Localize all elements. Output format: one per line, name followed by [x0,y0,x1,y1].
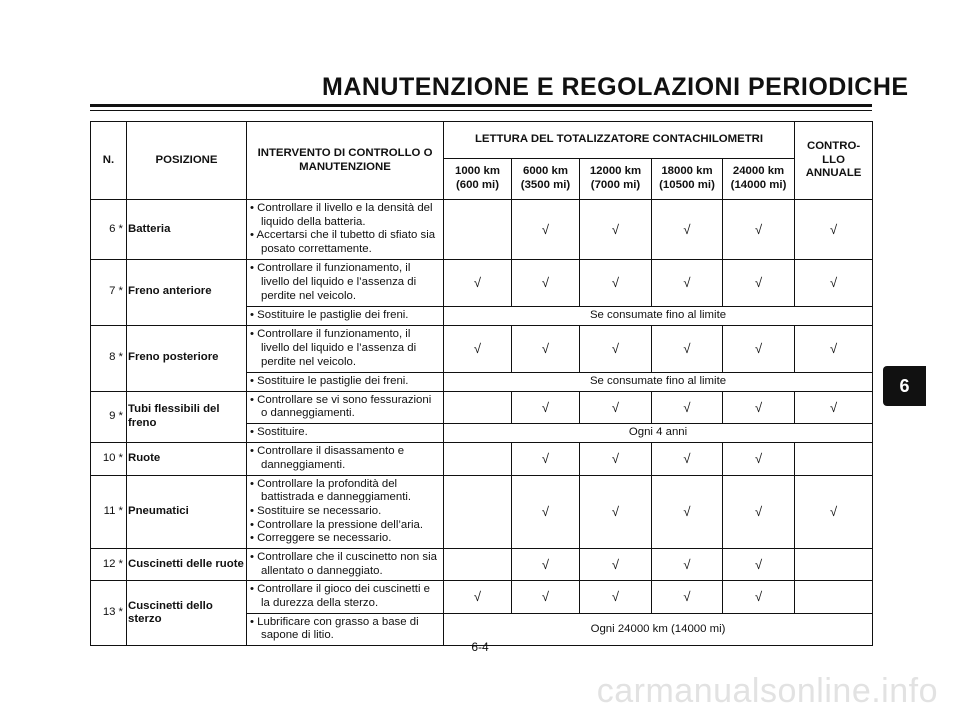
item-action: • Controllare se vi sono fessurazioni o danneggiamenti. [247,391,444,423]
check-mark: √ [652,475,723,548]
item-action: • Controllare il livello e la densità del liquido della batteria. • Accertarsi che il tubetto di sfiato sia posato correttamente. [247,200,444,260]
interval-note: Ogni 4 anni [444,424,873,443]
check-mark: √ [723,475,795,548]
check-mark: √ [652,391,723,423]
item-number: 11 [91,475,118,548]
check-mark: √ [723,200,795,260]
check-mark: √ [444,581,512,613]
check-mark: √ [795,391,873,423]
item-action: • Sostituire le pastiglie dei freni. [247,372,444,391]
table-row [91,200,873,260]
page-title: MANUTENZIONE E REGOLAZIONI PERIODICHE [322,73,909,101]
item-action: • Sostituire le pastiglie dei freni. [247,306,444,325]
item-position: Ruote [127,443,247,475]
item-star: * [118,391,127,442]
table-row [91,443,873,475]
item-position: Freno anteriore [127,259,247,325]
cell-empty [444,391,512,423]
check-mark: √ [512,259,580,306]
item-star: * [118,200,127,260]
watermark: carmanualsonline.info [596,672,938,710]
check-mark: √ [580,581,652,613]
header-action: INTERVENTO DI CONTROLLO O MANUTENZIONE [247,122,444,200]
check-mark: √ [652,581,723,613]
table-row [91,325,873,372]
item-action: • Sostituire. [247,424,444,443]
item-action: • Controllare il gioco dei cuscinetti e la durezza della sterzo. [247,581,444,613]
item-position: Cuscinetti delle ruote [127,548,247,580]
item-action: • Controllare il funzionamento, il livello del liquido e l’assenza di perdite nel veicolo. [247,259,444,306]
check-mark: √ [652,443,723,475]
item-action: • Controllare il funzionamento, il livello del liquido e l’assenza di perdite nel veicolo. [247,325,444,372]
cell-empty [795,443,873,475]
check-mark: √ [580,443,652,475]
check-mark: √ [795,200,873,260]
header-interval: 6000 km (3500 mi) [512,159,580,200]
header-position: POSIZIONE [127,122,247,200]
item-action: • Controllare il disassamento e danneggiamenti. [247,443,444,475]
check-mark: √ [512,325,580,372]
check-mark: √ [723,391,795,423]
check-mark: √ [444,259,512,306]
item-number: 10 [91,443,118,475]
item-star: * [118,475,127,548]
item-number: 9 [91,391,118,442]
header-interval: 1000 km (600 mi) [444,159,512,200]
title-rule [90,104,872,107]
header-num: N. [91,122,127,200]
item-number: 6 [91,200,118,260]
check-mark: √ [723,259,795,306]
check-mark: √ [723,581,795,613]
interval-note: Ogni 24000 km (14000 mi) [444,613,873,645]
header-interval: 24000 km (14000 mi) [723,159,795,200]
page-number: 6-4 [471,640,489,654]
header-odometer: LETTURA DEL TOTALIZZATORE CONTACHILOMETRI [444,122,795,159]
check-mark: √ [723,443,795,475]
cell-empty [444,548,512,580]
item-position: Pneumatici [127,475,247,548]
header-interval: 18000 km (10500 mi) [652,159,723,200]
check-mark: √ [512,200,580,260]
cell-empty [795,548,873,580]
item-position: Cuscinetti dello sterzo [127,581,247,646]
check-mark: √ [652,548,723,580]
item-position: Freno posteriore [127,325,247,391]
item-position: Batteria [127,200,247,260]
chapter-tab[interactable]: 6 [883,366,926,406]
item-action: • Controllare la profondità del battistrada e danneggiamenti. • Sostituire se necessario. • Controllare la pressione dell’aria. • Correggere se necessario. [247,475,444,548]
title-rule-thin [90,110,872,111]
check-mark: √ [580,200,652,260]
check-mark: √ [512,443,580,475]
check-mark: √ [652,325,723,372]
table-row [91,259,873,306]
table-row [91,391,873,423]
check-mark: √ [795,259,873,306]
item-star: * [118,259,127,325]
check-mark: √ [580,259,652,306]
interval-note: Se consumate fino al limite [444,372,873,391]
check-mark: √ [580,475,652,548]
cell-empty [444,200,512,260]
check-mark: √ [580,548,652,580]
item-star: * [118,548,127,580]
check-mark: √ [723,548,795,580]
item-number: 8 [91,325,118,391]
check-mark: √ [795,325,873,372]
check-mark: √ [652,200,723,260]
item-star: * [118,325,127,391]
interval-note: Se consumate fino al limite [444,306,873,325]
item-position: Tubi flessibili del freno [127,391,247,442]
cell-empty [444,475,512,548]
item-action: • Controllare che il cuscinetto non sia allentato o danneggiato. [247,548,444,580]
check-mark: √ [795,475,873,548]
item-star: * [118,581,127,646]
maintenance-table [90,121,873,646]
table-row [91,475,873,548]
check-mark: √ [512,475,580,548]
item-star: * [118,443,127,475]
table-row [91,548,873,580]
item-number: 12 [91,548,118,580]
check-mark: √ [580,391,652,423]
table-row [91,581,873,613]
check-mark: √ [512,581,580,613]
cell-empty [444,443,512,475]
check-mark: √ [723,325,795,372]
item-action: • Lubrificare con grasso a base di sapone di litio. [247,613,444,645]
cell-empty [795,581,873,613]
header-interval: 12000 km (7000 mi) [580,159,652,200]
header-annual: CONTRO- LLO ANNUALE [795,122,873,200]
check-mark: √ [512,548,580,580]
item-number: 13 [91,581,118,646]
check-mark: √ [444,325,512,372]
check-mark: √ [512,391,580,423]
check-mark: √ [652,259,723,306]
check-mark: √ [580,325,652,372]
item-number: 7 [91,259,118,325]
